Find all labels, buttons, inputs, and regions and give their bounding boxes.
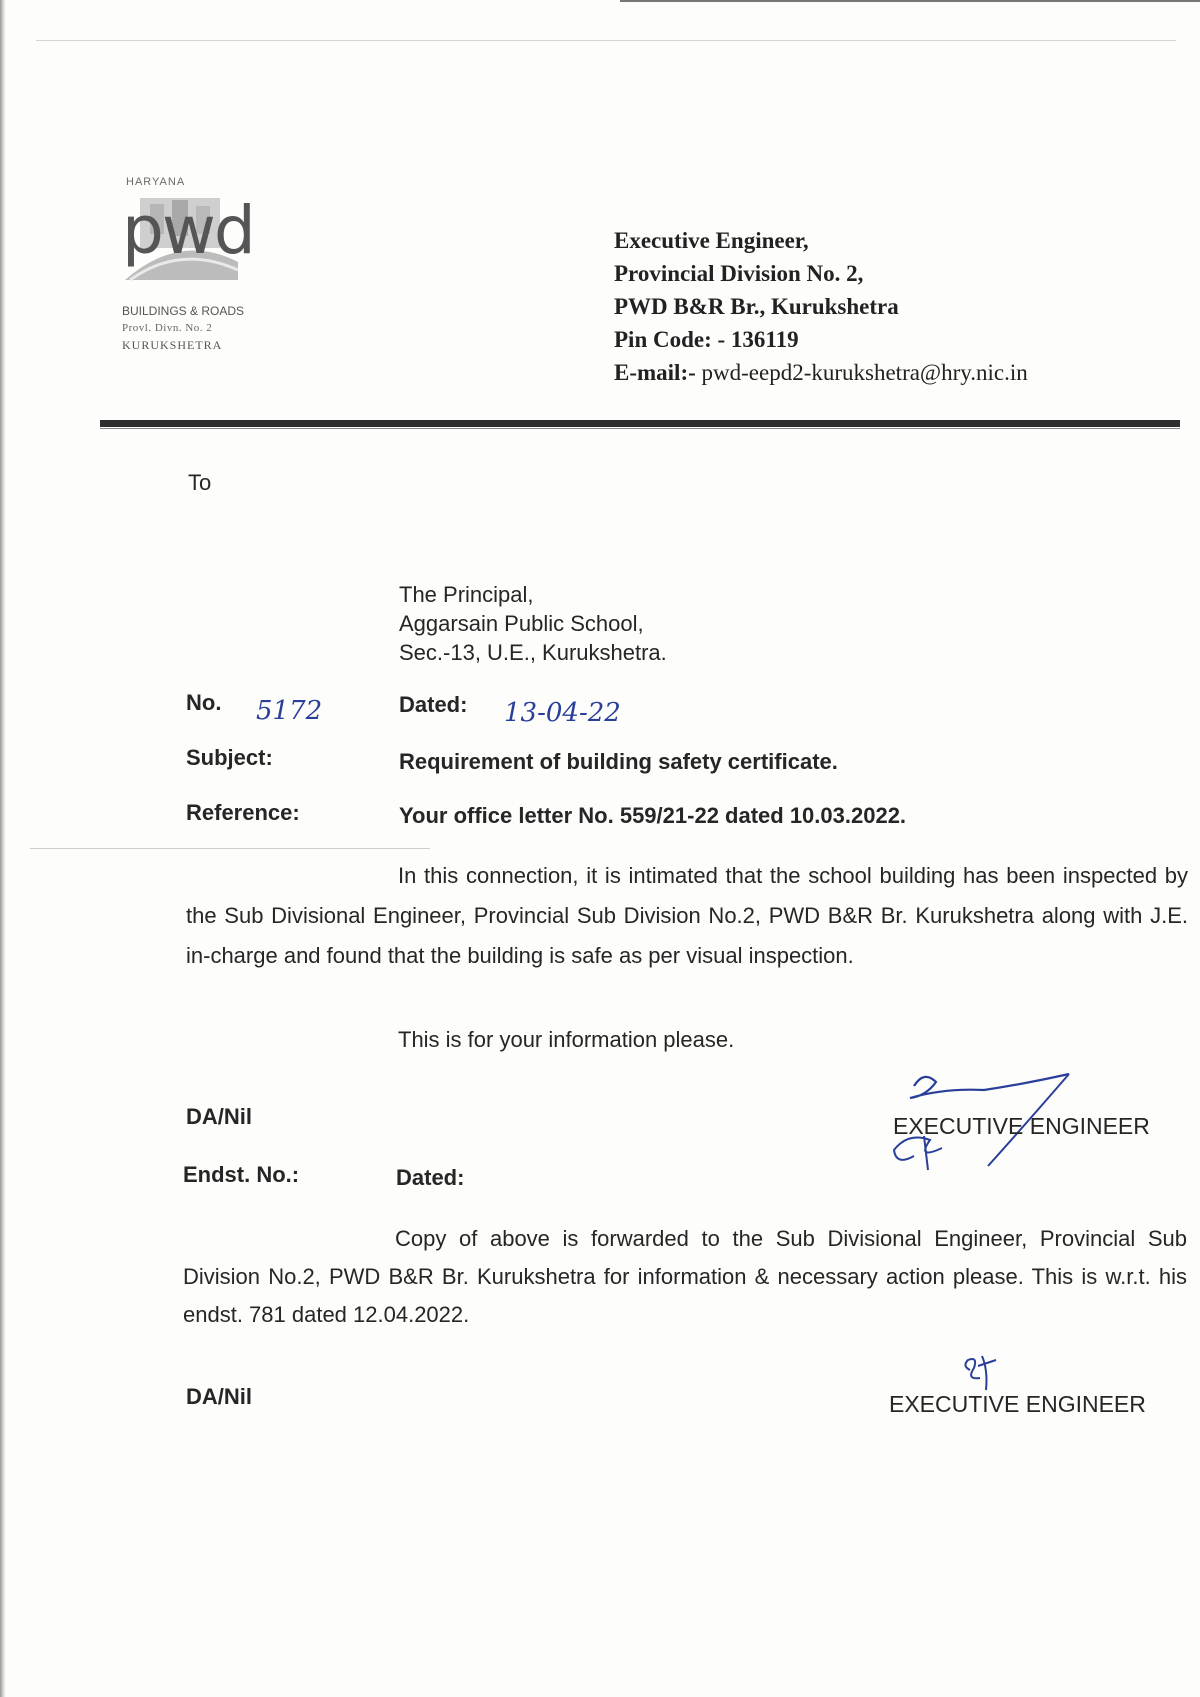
logo-wordmark: pwd <box>122 192 254 269</box>
enclosure-label: DA/Nil <box>186 1384 252 1409</box>
endst-label: Endst. No.: <box>183 1162 300 1187</box>
signatory-title: EXECUTIVE ENGINEER <box>893 1113 1150 1139</box>
to-label: To <box>188 470 212 495</box>
handwritten-date: 13-04-22 <box>504 698 621 728</box>
subject-text: Requirement of building safety certificate. <box>399 749 838 774</box>
enclosure-label: DA/Nil <box>186 1104 252 1129</box>
recipient-line: Sec.-13, U.E., Kurukshetra. <box>399 640 667 665</box>
header-rule <box>100 420 1180 427</box>
initials-icon <box>958 1352 1008 1394</box>
logo-place: KURUKSHETRA <box>122 338 223 352</box>
office-division: Provincial Division No. 2, <box>614 261 864 286</box>
dated-label: Dated: <box>399 692 468 717</box>
reference-text: Your office letter No. 559/21-22 dated 10.03.2022. <box>399 803 907 828</box>
office-email <box>614 356 1028 389</box>
office-branch: PWD B&R Br., Kurukshetra <box>614 294 899 319</box>
scan-edge-shadow <box>0 0 6 1697</box>
signatory-title: EXECUTIVE ENGINEER <box>889 1391 1146 1417</box>
handwritten-letter-no: 5172 <box>256 696 323 726</box>
subject-label: Subject: <box>186 745 273 770</box>
logo-state: HARYANA <box>126 176 186 188</box>
logo-division: Provl. Divn. No. 2 <box>122 322 213 334</box>
fold-line <box>30 848 430 849</box>
office-title: Executive Engineer, <box>614 228 809 253</box>
fold-line <box>36 40 1176 41</box>
scan-top-edge <box>620 0 1200 2</box>
office-address <box>614 224 1028 389</box>
recipient-line: The Principal, <box>399 582 534 607</box>
email-address: pwd-eepd2-kurukshetra@hry.nic.in <box>701 360 1028 385</box>
office-pin: Pin Code: - 136119 <box>614 327 799 352</box>
recipient-line: Aggarsain Public School, <box>399 611 644 636</box>
email-label: E-mail:- <box>614 360 696 385</box>
closing-line: This is for your information please. <box>398 1027 735 1052</box>
logo-tagline: BUILDINGS & ROADS <box>122 304 245 318</box>
body-paragraph: In this connection, it is intimated that the school building has been inspected by the Sub Divisional Engineer, Provincial Sub Division No.2, PWD B&R Br. Kurukshetra along with J.E. in-charge and found that the building is safe as per visual inspection. <box>186 863 1188 968</box>
pwd-logo <box>118 176 253 356</box>
endorsement-paragraph: Copy of above is forwarded to the Sub Divisional Engineer, Provincial Sub Division No.2, PWD B&R Br. Kurukshetra for information & necessary action please. This is w.r.t. his endst. 781 dated 12.04.2022. <box>183 1226 1187 1327</box>
reference-label: Reference: <box>186 800 300 825</box>
no-label: No. <box>186 690 222 715</box>
endst-dated-label: Dated: <box>396 1165 465 1190</box>
